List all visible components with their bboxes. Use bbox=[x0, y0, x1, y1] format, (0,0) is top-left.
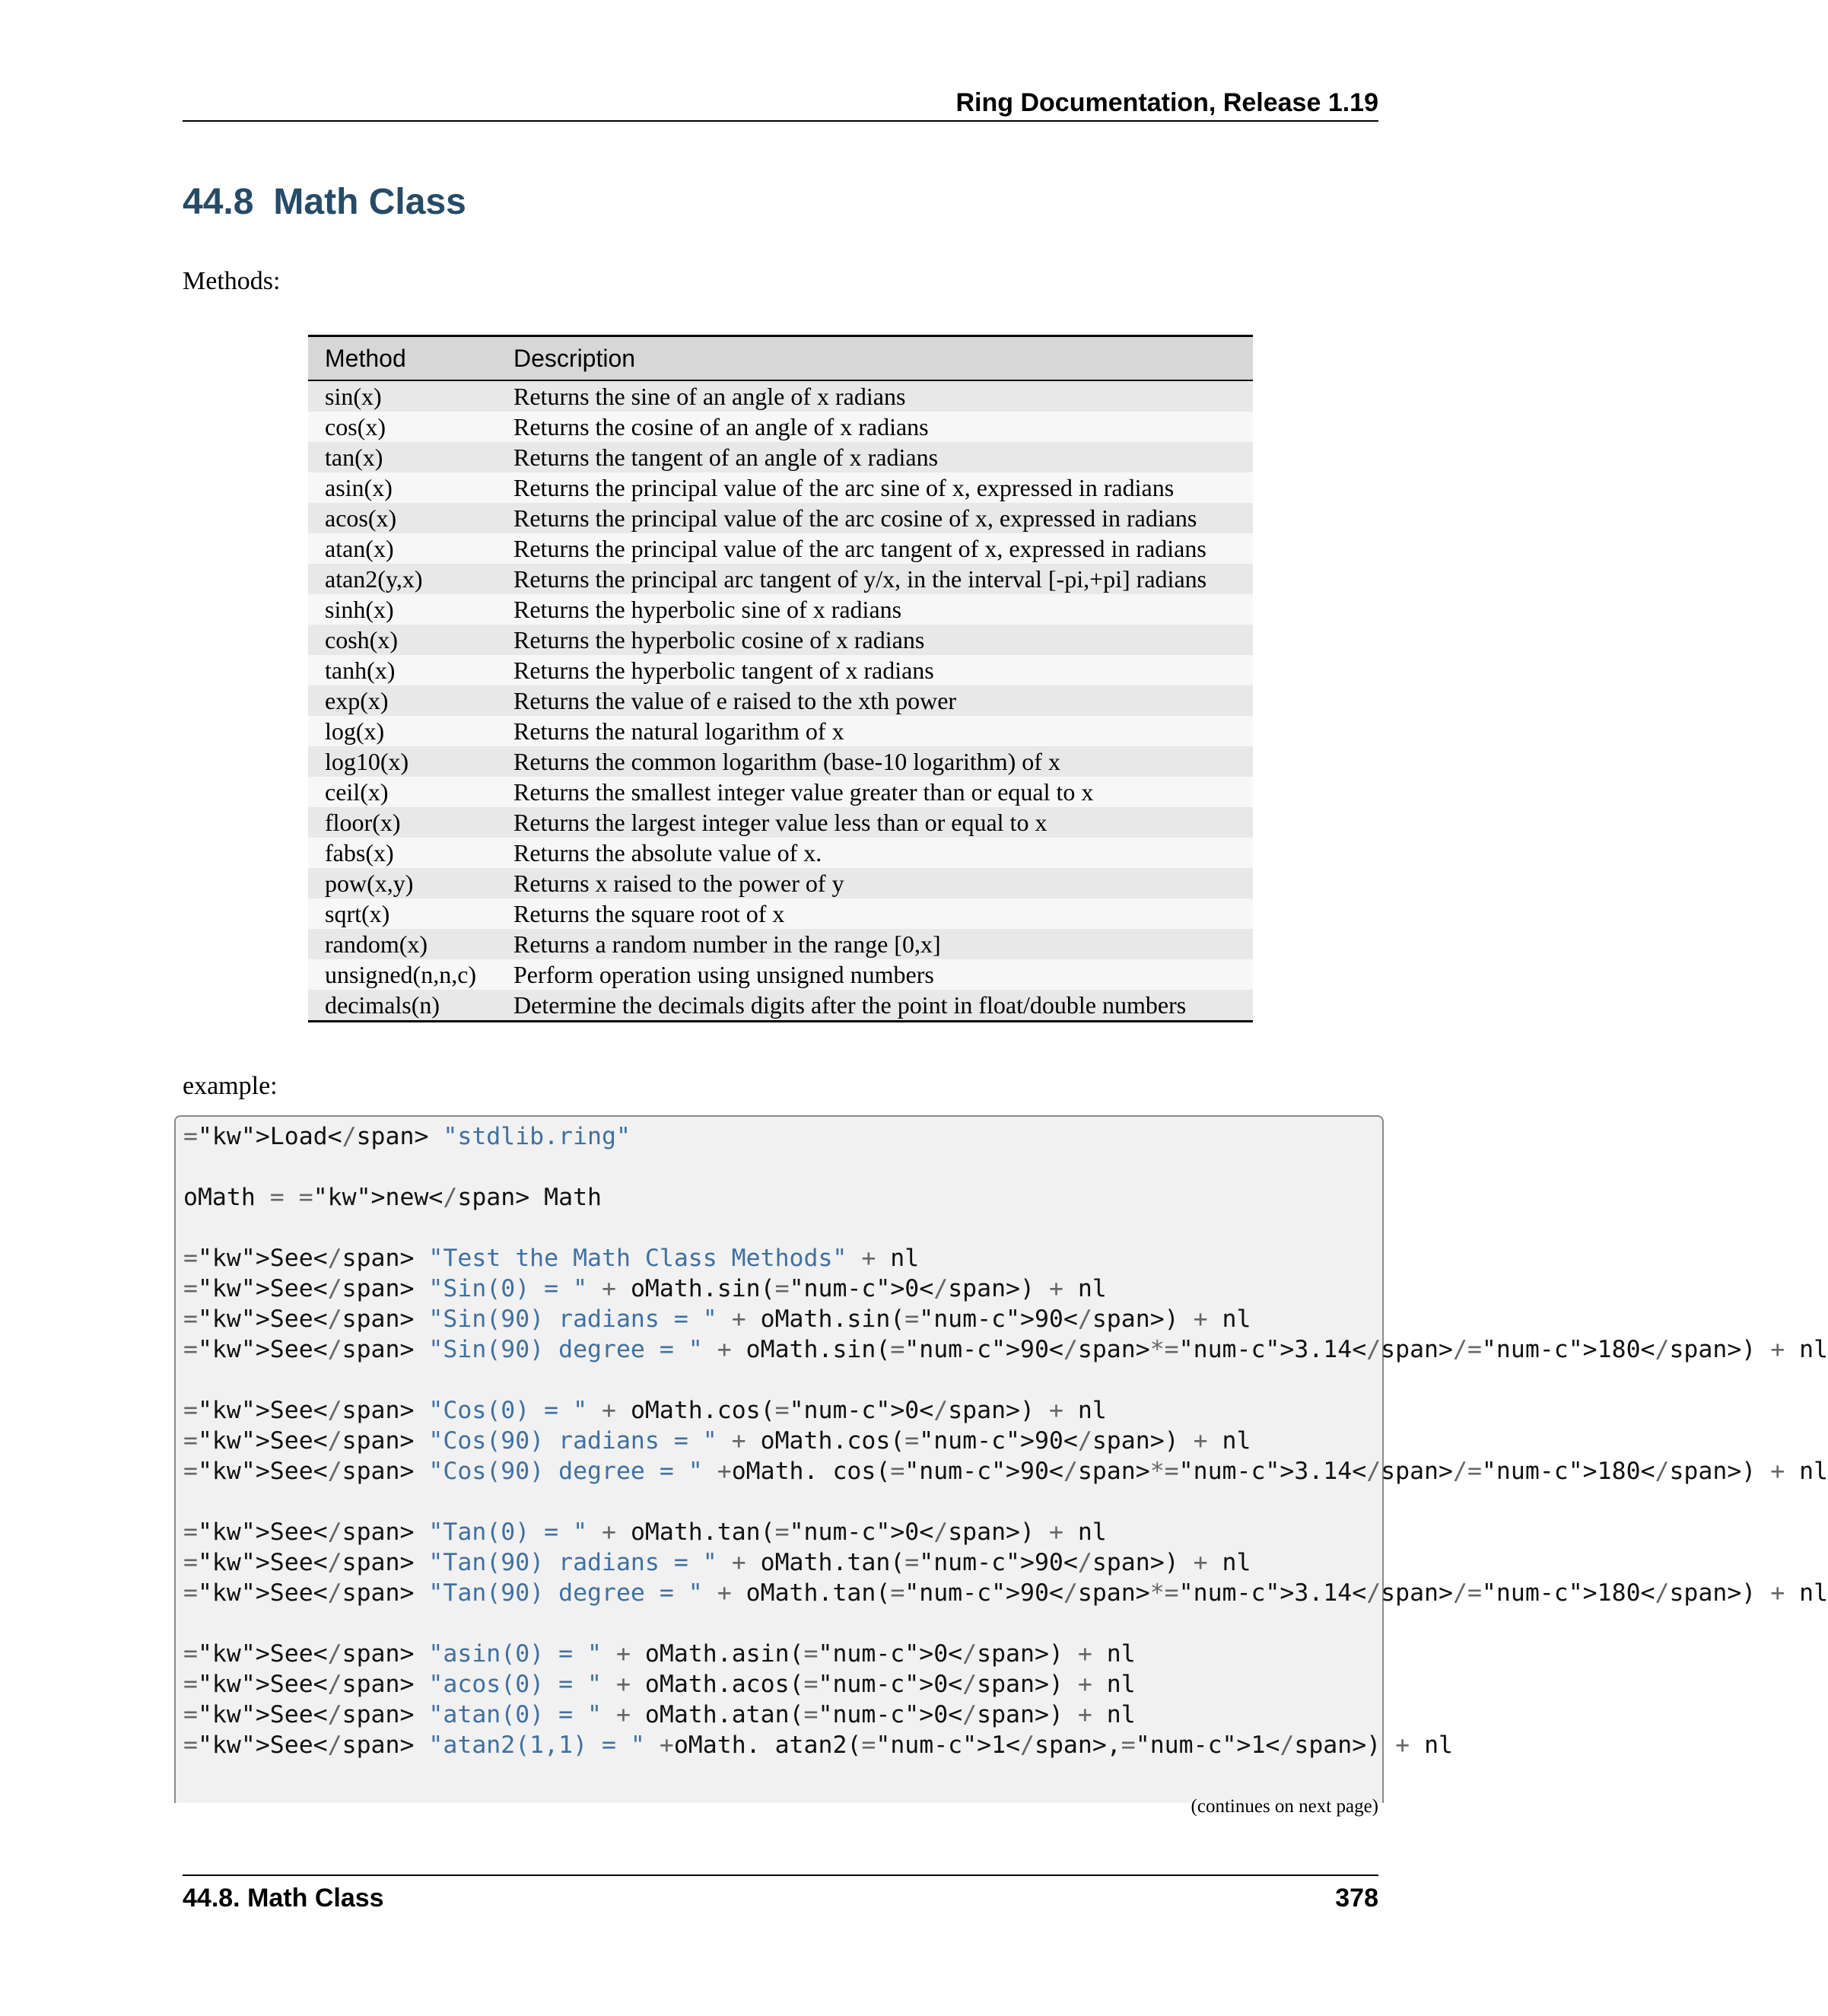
description-cell: Returns the hyperbolic tangent of x radians bbox=[513, 657, 934, 684]
code-line bbox=[183, 1487, 1828, 1517]
method-cell: sqrt(x) bbox=[325, 900, 390, 927]
method-cell: floor(x) bbox=[325, 809, 401, 836]
method-cell: acos(x) bbox=[325, 504, 397, 532]
table-row bbox=[308, 594, 1253, 625]
footer-section-title: 44.8. Math Class bbox=[183, 1884, 384, 1913]
method-cell: atan(x) bbox=[325, 535, 394, 562]
description-cell: Determine the decimals digits after the point in float/double numbers bbox=[513, 991, 1187, 1019]
table-row bbox=[308, 503, 1253, 533]
table-row bbox=[308, 472, 1253, 503]
table-header-row bbox=[308, 336, 1253, 381]
method-cell: cosh(x) bbox=[325, 626, 398, 653]
method-cell: ceil(x) bbox=[325, 778, 389, 806]
description-cell: Returns the smallest integer value greater than or equal to x bbox=[513, 778, 1094, 806]
method-cell: unsigned(n,n,c) bbox=[325, 961, 477, 988]
code-line: ="kw">See</span> "asin(0) = " + oMath.asin(="num-c">0</span>) + nl bbox=[183, 1640, 1136, 1668]
description-cell: Returns the absolute value of x. bbox=[513, 839, 822, 866]
table-row bbox=[308, 807, 1253, 838]
method-cell: sin(x) bbox=[325, 383, 382, 410]
code-line: ="kw">See</span> "Cos(90) degree = " +oMath. cos(="num-c">90</span>*="num-c">3.14</span>/="num-c">180</span>) + nl bbox=[183, 1458, 1828, 1485]
method-cell: tan(x) bbox=[325, 444, 383, 471]
table-row bbox=[308, 442, 1253, 472]
method-cell: tanh(x) bbox=[325, 657, 396, 684]
table-row bbox=[308, 777, 1253, 807]
methods-table bbox=[308, 335, 1253, 1022]
column-header-method: Method bbox=[325, 344, 406, 372]
method-cell: decimals(n) bbox=[325, 991, 440, 1019]
table-row bbox=[308, 746, 1253, 777]
section-title: Math Class bbox=[273, 182, 466, 222]
description-cell: Returns the principal value of the arc tangent of x, expressed in radians bbox=[513, 535, 1206, 562]
description-cell: Returns a random number in the range [0,x] bbox=[513, 930, 941, 958]
method-cell: log(x) bbox=[325, 717, 385, 745]
table-row bbox=[308, 533, 1253, 564]
code-line: ="kw">See</span> "Tan(90) radians = " + oMath.tan(="num-c">90</span>) + nl bbox=[183, 1549, 1251, 1576]
code-line: ="kw">See</span> "Tan(90) degree = " + oMath.tan(="num-c">90</span>*="num-c">3.14</span>/="num-c">180</span>) + nl bbox=[183, 1579, 1828, 1607]
method-cell: log10(x) bbox=[325, 748, 409, 775]
code-line: ="kw">See</span> "Tan(0) = " + oMath.tan(="num-c">0</span>) + nl bbox=[183, 1518, 1107, 1546]
table-row bbox=[308, 868, 1253, 898]
method-cell: atan2(y,x) bbox=[325, 565, 423, 593]
table-row bbox=[308, 685, 1253, 716]
code-line bbox=[183, 1365, 1828, 1395]
description-cell: Returns the cosine of an angle of x radians bbox=[513, 413, 929, 440]
column-header-description: Description bbox=[513, 344, 636, 372]
table-row bbox=[308, 380, 1253, 412]
method-cell: pow(x,y) bbox=[325, 870, 414, 897]
table-row bbox=[308, 959, 1253, 990]
table-row bbox=[308, 564, 1253, 594]
section-number: 44.8 bbox=[183, 182, 254, 222]
description-cell: Returns the tangent of an angle of x radians bbox=[513, 444, 939, 471]
footer-rule bbox=[183, 1874, 1378, 1876]
table-row bbox=[308, 838, 1253, 868]
code-content bbox=[183, 1121, 1828, 1760]
method-cell: exp(x) bbox=[325, 687, 389, 714]
code-line bbox=[183, 1152, 1828, 1182]
code-block bbox=[174, 1115, 1828, 1803]
code-line bbox=[183, 1213, 1828, 1243]
description-cell: Perform operation using unsigned numbers bbox=[513, 961, 934, 988]
description-cell: Returns x raised to the power of y bbox=[513, 870, 844, 897]
code-line: ="kw">See</span> "Sin(90) radians = " + oMath.sin(="num-c">90</span>) + nl bbox=[183, 1305, 1251, 1333]
table-row bbox=[308, 716, 1253, 746]
method-cell: random(x) bbox=[325, 930, 428, 958]
methods-label: Methods: bbox=[183, 267, 281, 295]
code-line: ="kw">See</span> "Cos(90) radians = " + oMath.cos(="num-c">90</span>) + nl bbox=[183, 1427, 1251, 1455]
method-cell: sinh(x) bbox=[325, 596, 394, 623]
method-cell: cos(x) bbox=[325, 413, 386, 440]
method-cell: fabs(x) bbox=[325, 839, 394, 866]
table-row bbox=[308, 898, 1253, 929]
description-cell: Returns the hyperbolic cosine of x radians bbox=[513, 626, 925, 653]
description-cell: Returns the square root of x bbox=[513, 900, 785, 927]
code-line: ="kw">See</span> "atan(0) = " + oMath.atan(="num-c">0</span>) + nl bbox=[183, 1701, 1136, 1728]
table-row bbox=[308, 655, 1253, 685]
description-cell: Returns the natural logarithm of x bbox=[513, 717, 844, 745]
page-number: 378 bbox=[1335, 1884, 1378, 1913]
code-line: ="kw">See</span> "Sin(0) = " + oMath.sin(="num-c">0</span>) + nl bbox=[183, 1275, 1107, 1302]
description-cell: Returns the largest integer value less than or equal to x bbox=[513, 809, 1048, 836]
table-row bbox=[308, 990, 1253, 1022]
header-rule bbox=[183, 120, 1378, 122]
section-heading bbox=[183, 180, 466, 225]
continues-note: (continues on next page) bbox=[1191, 1796, 1378, 1817]
table-row bbox=[308, 929, 1253, 959]
code-line: oMath = ="kw">new</span> Math bbox=[183, 1184, 602, 1211]
code-line: ="kw">See</span> "Test the Math Class Methods" + nl bbox=[183, 1245, 920, 1272]
description-cell: Returns the hyperbolic sine of x radians bbox=[513, 596, 902, 623]
example-label: example: bbox=[183, 1072, 278, 1100]
description-cell: Returns the principal value of the arc cosine of x, expressed in radians bbox=[513, 504, 1197, 532]
description-cell: Returns the principal arc tangent of y/x, in the interval [-pi,+pi] radians bbox=[513, 565, 1207, 593]
code-line: ="kw">See</span> "Sin(90) degree = " + oMath.sin(="num-c">90</span>*="num-c">3.14</span>/="num-c">180</span>) + nl bbox=[183, 1336, 1828, 1363]
method-cell: asin(x) bbox=[325, 474, 393, 501]
table-body bbox=[308, 380, 1253, 1022]
table-row bbox=[308, 412, 1253, 442]
code-line: ="kw">See</span> "acos(0) = " + oMath.acos(="num-c">0</span>) + nl bbox=[183, 1671, 1136, 1698]
description-cell: Returns the sine of an angle of x radians bbox=[513, 383, 906, 410]
description-cell: Returns the principal value of the arc sine of x, expressed in radians bbox=[513, 474, 1175, 501]
code-line: ="kw">See</span> "Cos(0) = " + oMath.cos(="num-c">0</span>) + nl bbox=[183, 1397, 1107, 1424]
code-line: ="kw">Load</span> "stdlib.ring" bbox=[183, 1123, 631, 1150]
page-header-title: Ring Documentation, Release 1.19 bbox=[955, 88, 1378, 117]
table-row bbox=[308, 625, 1253, 655]
code-line: ="kw">See</span> "atan2(1,1) = " +oMath. atan2(="num-c">1</span>,="num-c">1</span>) + nl bbox=[183, 1731, 1454, 1759]
description-cell: Returns the common logarithm (base-10 logarithm) of x bbox=[513, 748, 1060, 775]
description-cell: Returns the value of e raised to the xth power bbox=[513, 687, 957, 714]
code-line bbox=[183, 1608, 1828, 1639]
